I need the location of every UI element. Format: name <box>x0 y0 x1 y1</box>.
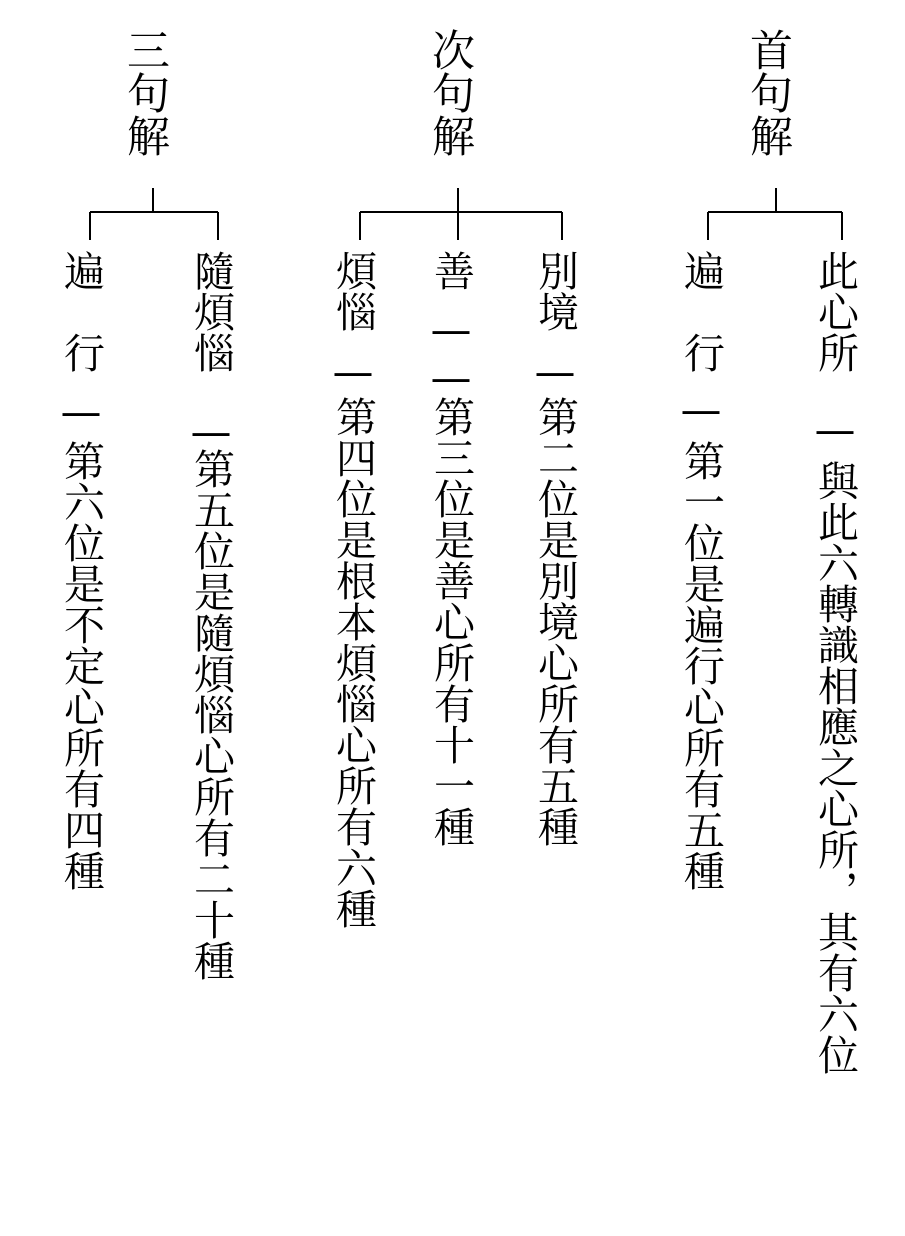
branch-label: 遍 行 <box>677 250 725 373</box>
branch-content: 第一位是遍行心所有五種 <box>677 440 725 891</box>
heading-first-verse: 首句解 <box>743 28 793 157</box>
branch-content: 第四位是根本煩惱心所有六種 <box>329 396 377 929</box>
branch-connector: —— <box>427 306 475 402</box>
branch-connector: — <box>531 348 579 396</box>
branch-connector: — <box>329 348 377 396</box>
branch-content: 第二位是別境心所有五種 <box>531 396 579 847</box>
branch-label: 遍 行 <box>57 250 105 373</box>
branch-content: 第三位是善心所有十一種 <box>427 396 475 847</box>
branch-label: 善 <box>427 250 475 291</box>
branch-connector: — <box>187 408 235 456</box>
branch-content: 與此六轉識相應之心所，其有六位 <box>811 460 859 1075</box>
branch-content: 第五位是隨煩惱心所有二十種 <box>187 448 235 981</box>
branch-label: 煩惱 <box>329 250 377 332</box>
branch-label: 此心所 <box>811 250 859 373</box>
branch-connector: — <box>811 406 859 454</box>
branch-label: 隨煩惱 <box>187 250 235 373</box>
branch-content: 第六位是不定心所有四種 <box>57 440 105 891</box>
branch-connector: — <box>677 386 725 434</box>
heading-third-verse: 三句解 <box>120 28 170 157</box>
heading-second-verse: 次句解 <box>425 28 475 157</box>
branch-label: 別境 <box>531 250 579 332</box>
branch-connector: — <box>57 388 105 436</box>
